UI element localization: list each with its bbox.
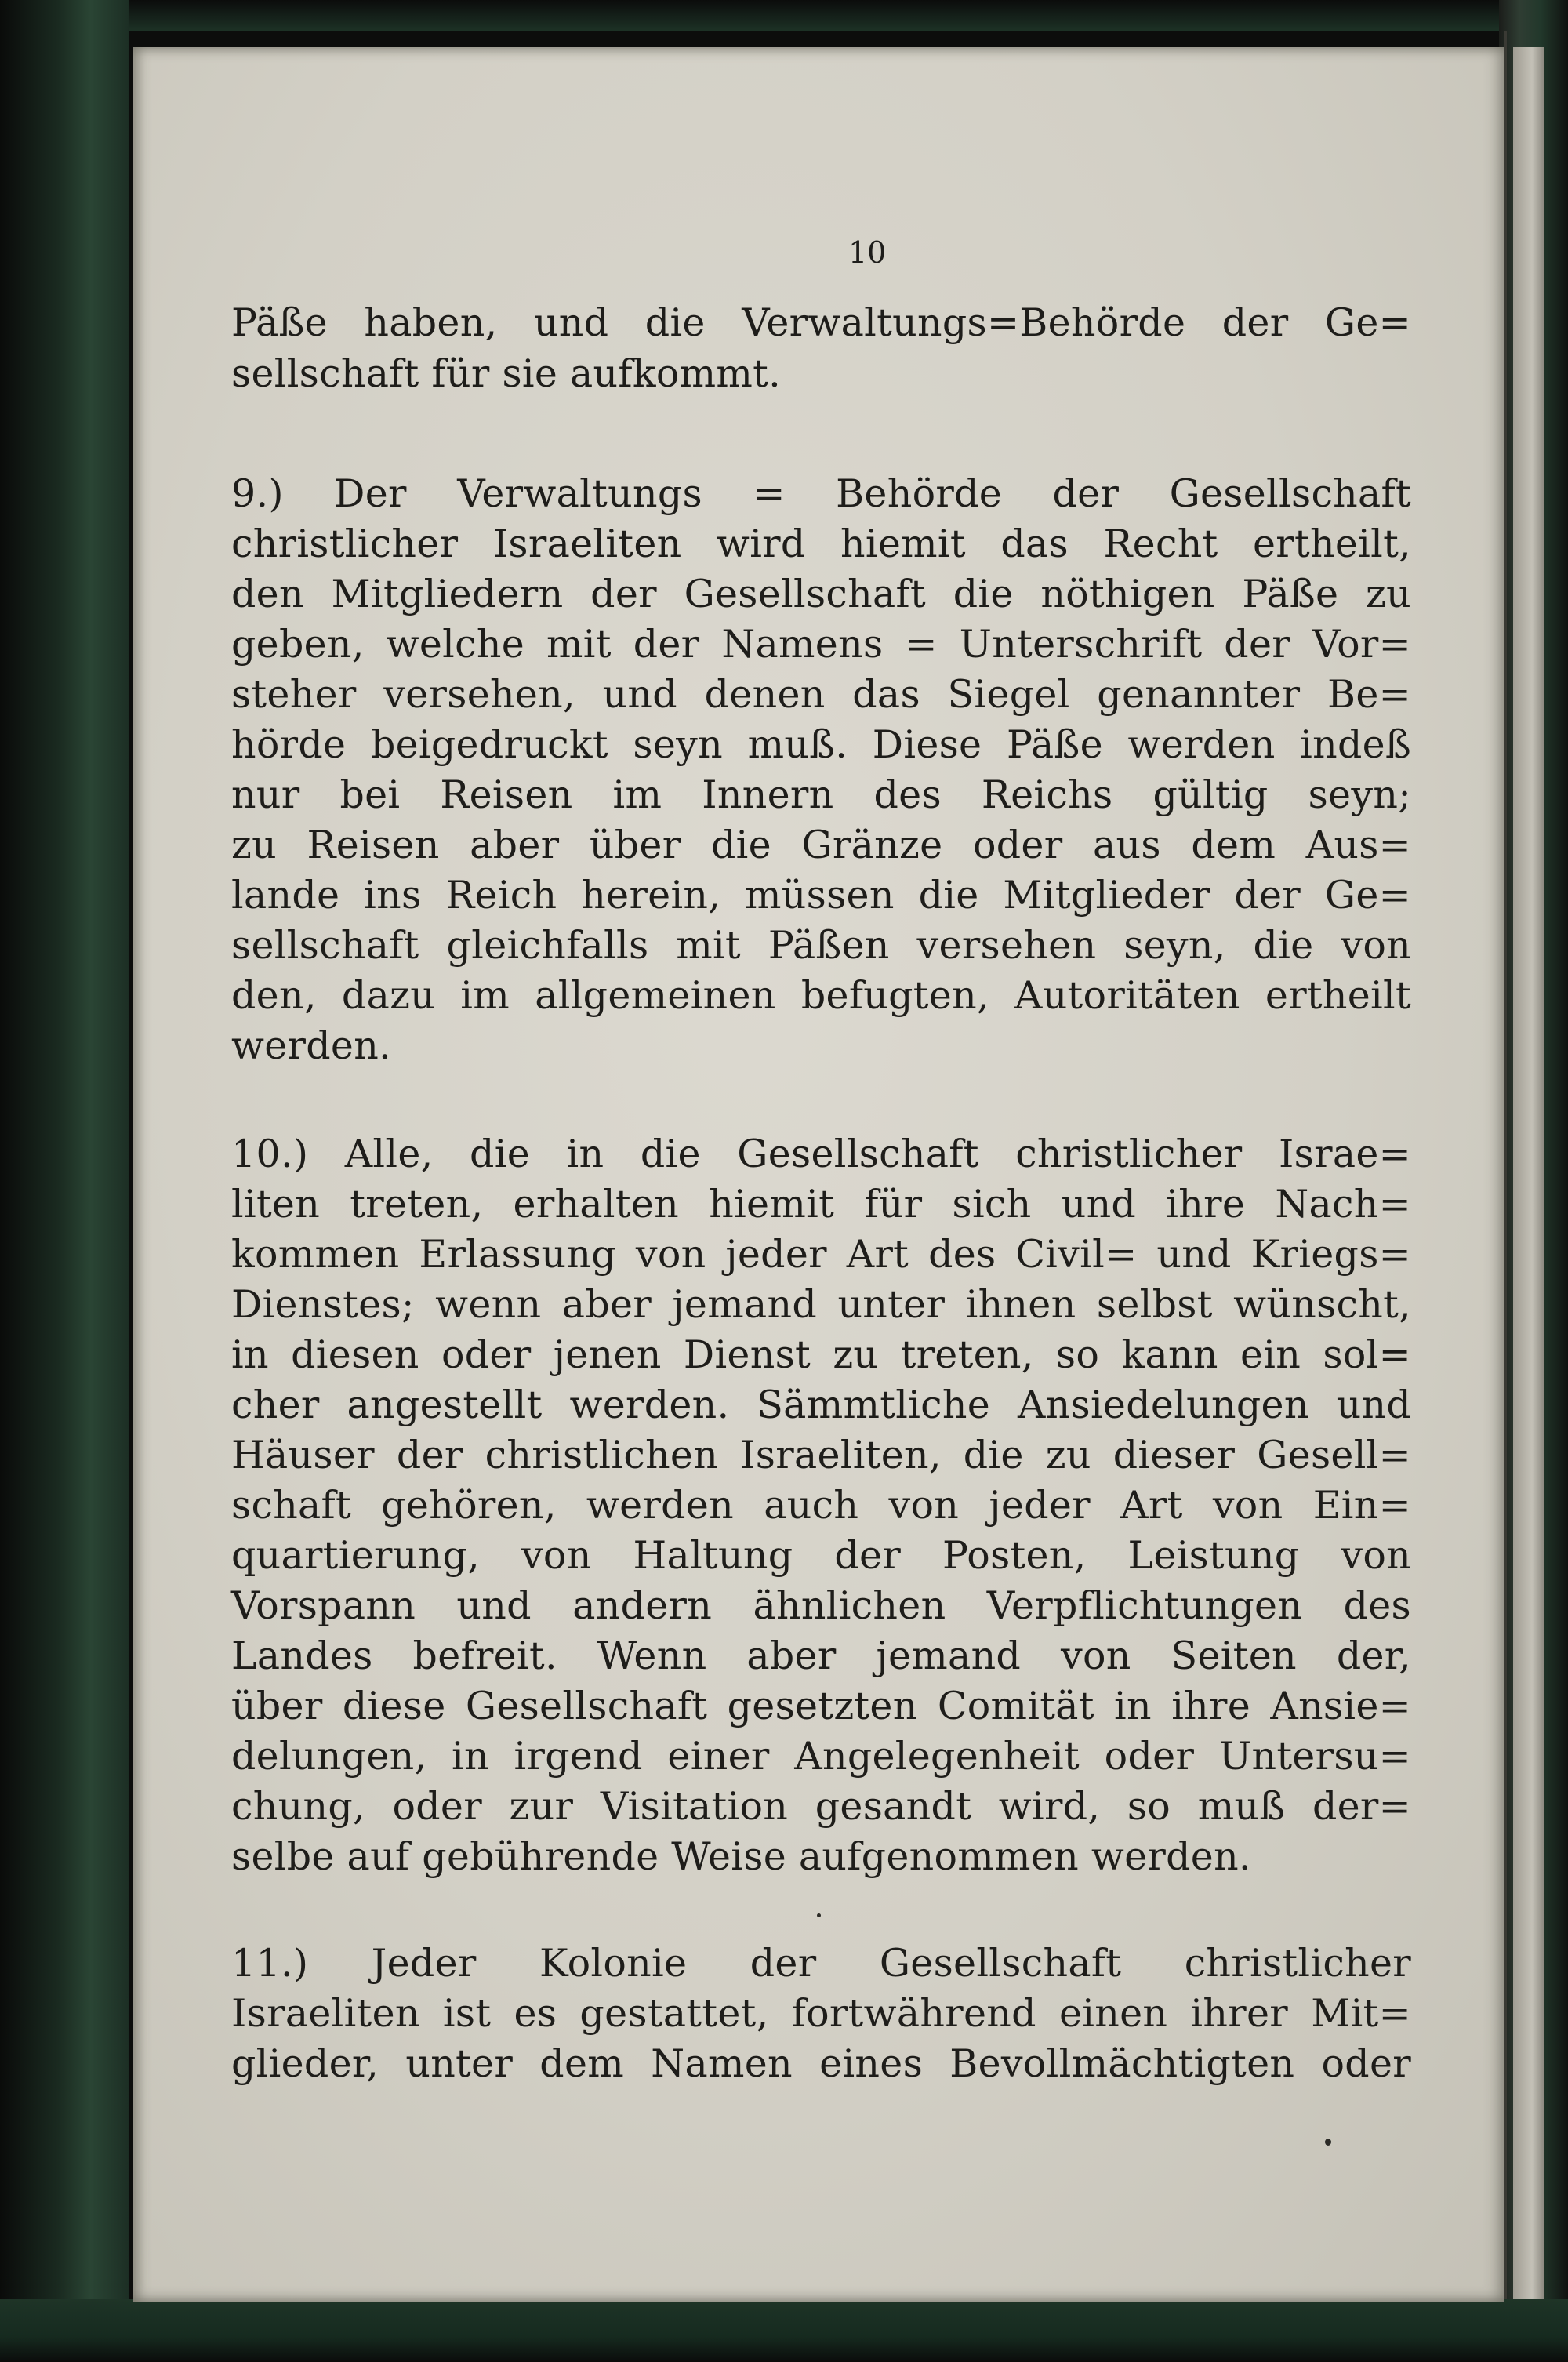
text-line: hörde beigedruckt seyn muß. Diese Päße werden indeß xyxy=(231,722,1411,767)
text-line: sellschaft gleichfalls mit Päßen versehen seyn, die von xyxy=(231,923,1411,968)
text-line: chung, oder zur Visitation gesandt wird, so muß der= xyxy=(231,1784,1411,1829)
text-line: geben, welche mit der Namens = Unterschrift der Vor= xyxy=(231,622,1411,667)
text-line: zu Reisen aber über die Gränze oder aus dem Aus= xyxy=(231,823,1411,867)
text-line: glieder, unter dem Namen eines Bevollmächtigten oder xyxy=(231,2041,1411,2086)
page-gutter xyxy=(1504,31,1507,2321)
text-line: sellschaft für sie aufkommt. xyxy=(231,351,782,396)
book-cover-top-edge xyxy=(0,0,1568,31)
text-line: kommen Erlassung von jeder Art des Civil= und Kriegs= xyxy=(231,1232,1411,1277)
text-line: liten treten, erhalten hiemit für sich und ihre Nach= xyxy=(231,1182,1411,1226)
ink-speck xyxy=(1325,2139,1331,2146)
text-line: cher angestellt werden. Sämmtliche Ansiedelungen und xyxy=(231,1383,1411,1427)
text-line: delungen, in irgend einer Angelegenheit oder Untersu= xyxy=(231,1734,1411,1779)
text-line: lande ins Reich herein, müssen die Mitglieder der Ge= xyxy=(231,873,1411,918)
text-line: Vorspann und andern ähnlichen Verpflichtungen des xyxy=(231,1583,1411,1628)
text-line: den Mitgliedern der Gesellschaft die nöthigen Päße zu xyxy=(231,572,1411,616)
text-line: Päße haben, und die Verwaltungs=Behörde der Ge= xyxy=(231,300,1411,345)
text-line: Dienstes; wenn aber jemand unter ihnen selbst wünscht, xyxy=(231,1282,1411,1327)
text-line: über diese Gesellschaft gesetzten Comität in ihre Ansie= xyxy=(231,1684,1411,1728)
text-line: den, dazu im allgemeinen befugten, Autoritäten ertheilt xyxy=(231,973,1411,1018)
text-line: steher versehen, und denen das Siegel genannter Be= xyxy=(231,672,1411,717)
ink-speck xyxy=(817,1913,821,1917)
text-line: schaft gehören, werden auch von jeder Art von Ein= xyxy=(231,1483,1411,1528)
page-number: 10 xyxy=(848,235,887,270)
book-cover-left-edge xyxy=(0,0,129,2362)
text-line: Israeliten ist es gestattet, fortwährend einen ihrer Mit= xyxy=(231,1991,1411,2036)
text-line: Häuser der christlichen Israeliten, die zu dieser Gesell= xyxy=(231,1433,1411,1477)
text-line: 9.) Der Verwaltungs = Behörde der Gesellschaft xyxy=(231,471,1411,516)
text-line: 10.) Alle, die in die Gesellschaft christlicher Israe= xyxy=(231,1132,1411,1176)
text-line: 11.) Jeder Kolonie der Gesellschaft christlicher xyxy=(231,1941,1411,1986)
text-line: werden. xyxy=(231,1023,391,1068)
text-line: nur bei Reisen im Innern des Reichs gültig seyn; xyxy=(231,772,1411,817)
text-line: selbe auf gebührende Weise aufgenommen werden. xyxy=(231,1834,1251,1879)
text-line: quartierung, von Haltung der Posten, Leistung von xyxy=(231,1533,1411,1578)
text-line: in diesen oder jenen Dienst zu treten, so kann ein sol= xyxy=(231,1332,1411,1377)
text-line: Landes befreit. Wenn aber jemand von Seiten der, xyxy=(231,1633,1411,1678)
facing-page-edge xyxy=(1513,47,1544,2306)
book-cover-bottom-edge xyxy=(0,2299,1568,2362)
text-line: christlicher Israeliten wird hiemit das Recht ertheilt, xyxy=(231,521,1411,566)
